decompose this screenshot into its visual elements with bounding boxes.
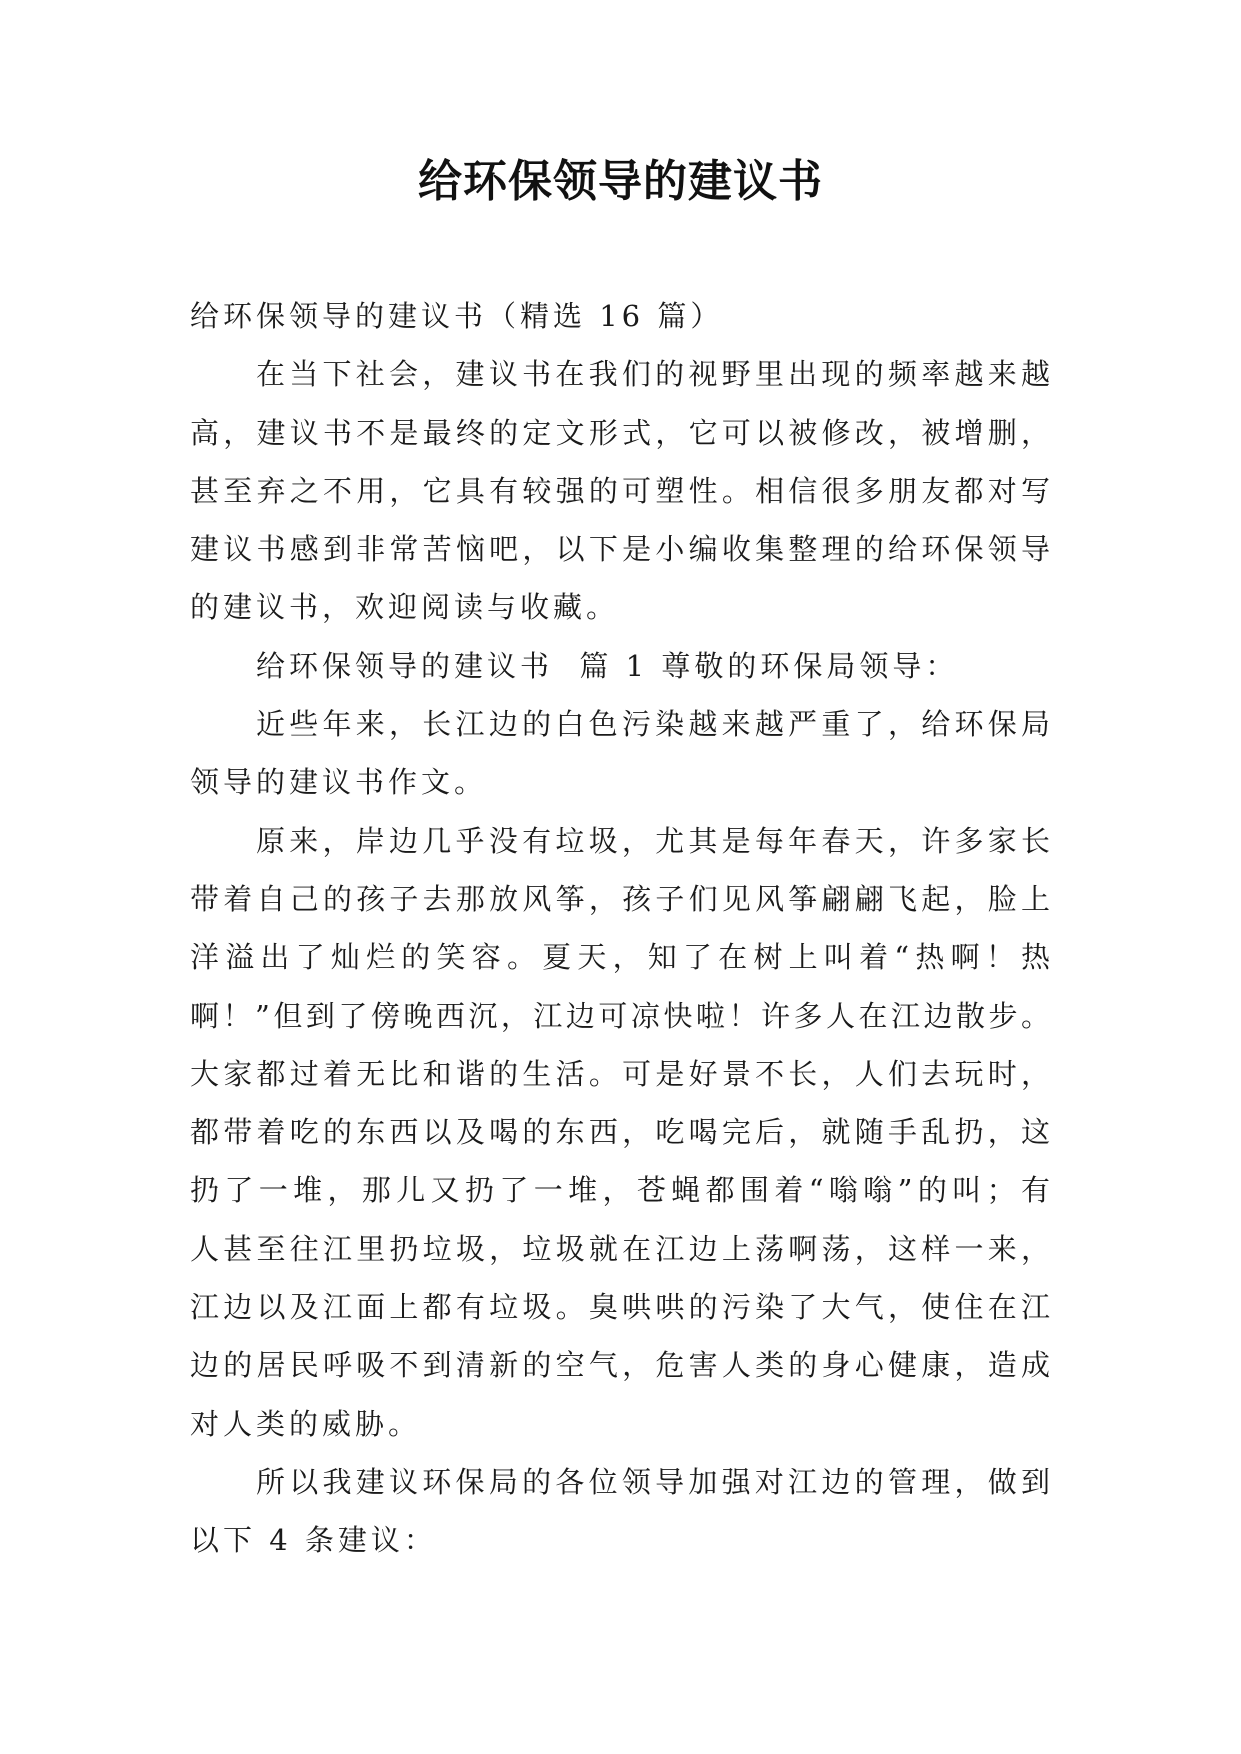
document-subtitle: 给环保领导的建议书（精选 16 篇） <box>190 299 724 333</box>
paragraph-line: 扔了一堆，那儿又扔了一堆，苍蝇都围着“嗡嗡”的叫；有 <box>190 1173 1052 1208</box>
paragraph-section-heading <box>190 637 1052 695</box>
paragraph-line: 给环保领导的建议书 篇 1 尊敬的环保局领导： <box>256 648 959 683</box>
paragraph-line: 对人类的威胁。 <box>190 1406 422 1441</box>
paragraph-story <box>190 812 1052 1453</box>
paragraph-line: 所以我建议环保局的各位领导加强对江边的管理，做到 <box>256 1464 1052 1499</box>
paragraph-line: 的建议书，欢迎阅读与收藏。 <box>190 590 620 625</box>
paragraph-intro <box>190 345 1052 636</box>
paragraph-line: 啊！”但到了傍晚西沉，江边可凉快啦！许多人在江边散步。 <box>190 998 1052 1033</box>
paragraph-line: 大家都过着无比和谐的生活。可是好景不长，人们去玩时， <box>190 1056 1052 1091</box>
paragraph-line: 都带着吃的东西以及喝的东西，吃喝完后，就随手乱扔，这 <box>190 1115 1052 1150</box>
paragraph-line: 原来，岸边几乎没有垃圾，尤其是每年春天，许多家长 <box>256 823 1052 858</box>
paragraph-line: 以下 4 条建议： <box>190 1523 437 1558</box>
document-body <box>190 287 1052 1570</box>
paragraph-line: 人甚至往江里扔垃圾，垃圾就在江边上荡啊荡，这样一来， <box>190 1231 1052 1266</box>
paragraph-line: 在当下社会，建议书在我们的视野里出现的频率越来越 <box>256 357 1052 392</box>
document-title: 给环保领导的建议书 <box>418 156 823 207</box>
paragraph-line: 带着自己的孩子去那放风筝，孩子们见风筝翩翩飞起，脸上 <box>190 881 1052 916</box>
paragraph-line: 建议书感到非常苦恼吧，以下是小编收集整理的给环保领导 <box>190 532 1052 567</box>
paragraph-line: 高，建议书不是最终的定文形式，它可以被修改，被增删， <box>190 415 1052 450</box>
paragraph-line: 边的居民呼吸不到清新的空气，危害人类的身心健康，造成 <box>190 1348 1052 1383</box>
paragraph-opening <box>190 695 1052 812</box>
paragraph-suggestions-intro <box>190 1453 1052 1570</box>
paragraph-line: 甚至弃之不用，它具有较强的可塑性。相信很多朋友都对写 <box>190 473 1052 508</box>
paragraph-line: 近些年来，长江边的白色污染越来越严重了，给环保局 <box>256 707 1052 742</box>
paragraph-line: 领导的建议书作文。 <box>190 765 488 800</box>
paragraph-line: 江边以及江面上都有垃圾。臭哄哄的污染了大气，使住在江 <box>190 1290 1052 1325</box>
paragraph-line: 洋溢出了灿烂的笑容。夏天，知了在树上叫着“热啊！热 <box>190 940 1052 975</box>
